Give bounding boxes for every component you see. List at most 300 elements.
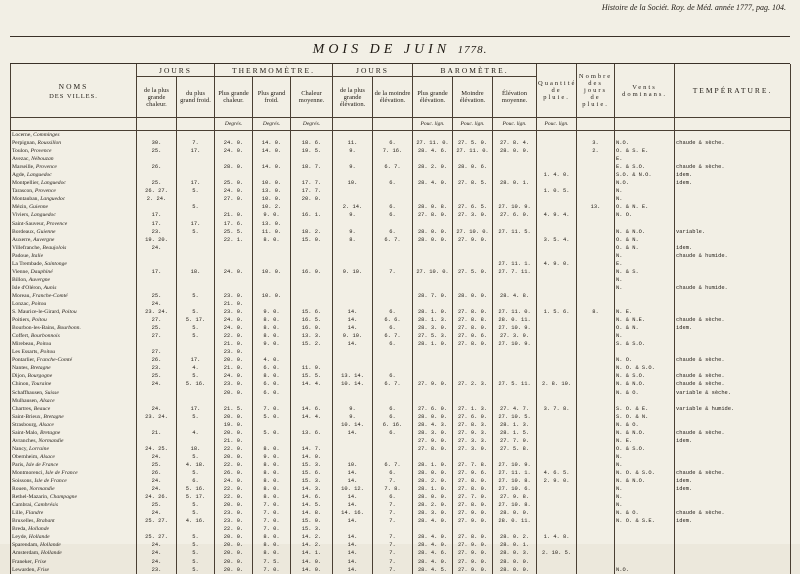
value-cell: 14.	[333, 517, 373, 525]
header-vents: Vents dominans.	[615, 64, 675, 118]
province-name: Franche-Comté	[32, 292, 68, 299]
province-name: Languedoc	[26, 172, 52, 179]
value-cell: 27. 10. 9.	[493, 324, 537, 332]
value-cell: 15. 3.	[291, 461, 333, 469]
value-cell: 23.	[137, 566, 177, 574]
city-cell: Moreau, Franche-Comté	[11, 292, 137, 300]
value-cell: 23. 24.	[137, 413, 177, 421]
value-cell: 14.	[333, 308, 373, 316]
value-cell: N. & O.	[615, 389, 675, 397]
value-cell: 14. 1.	[291, 549, 333, 557]
value-cell: 27. 8. 8.	[453, 316, 493, 324]
value-cell	[537, 131, 577, 140]
value-cell	[413, 453, 453, 461]
table-row	[11, 397, 791, 405]
province-name: Provence	[34, 188, 56, 195]
value-cell: 22. 0.	[215, 332, 253, 340]
value-cell	[577, 372, 615, 380]
table-row	[11, 485, 791, 493]
value-cell: 27. 10. 9.	[493, 461, 537, 469]
value-cell: 7.	[373, 477, 413, 485]
table-row	[11, 364, 791, 372]
value-cell: 22. 0.	[215, 461, 253, 469]
value-cell	[537, 501, 577, 509]
value-cell: 6. 7.	[373, 461, 413, 469]
table-row	[11, 356, 791, 364]
value-cell: 5.	[177, 533, 215, 541]
city-cell: La Trembade, Saintonge	[11, 260, 137, 268]
table-row	[11, 284, 791, 292]
value-cell: N. & N.O.	[615, 429, 675, 437]
city-name: Soissons	[12, 478, 32, 485]
value-cell: 14.	[333, 469, 373, 477]
value-cell: 19. 20.	[137, 236, 177, 244]
value-cell: 28. 7. 0.	[413, 292, 453, 300]
value-cell: 14. 0.	[291, 566, 333, 574]
value-cell: 8. 0.	[253, 549, 291, 557]
value-cell: idem.	[675, 485, 791, 493]
value-cell	[413, 397, 453, 405]
value-cell	[291, 203, 333, 211]
value-cell	[537, 332, 577, 340]
value-cell: 9.	[333, 211, 373, 219]
value-cell: 14. 16.	[333, 509, 373, 517]
value-cell: 13.	[577, 203, 615, 211]
city-cell: Mézin, Guienne	[11, 203, 137, 211]
value-cell: 24.	[137, 380, 177, 388]
city-name: Lille	[12, 510, 23, 517]
value-cell: 17.	[137, 268, 177, 276]
value-cell: 24. 0.	[215, 147, 253, 155]
value-cell	[493, 195, 537, 203]
value-cell	[413, 195, 453, 203]
city-name: Leyde	[12, 534, 26, 541]
value-cell	[537, 324, 577, 332]
value-cell	[215, 397, 253, 405]
value-cell: idem.	[675, 437, 791, 445]
value-cell	[537, 445, 577, 453]
value-cell: 20. 0.	[215, 557, 253, 565]
value-cell	[615, 525, 675, 533]
value-cell: 2. 9. 0.	[537, 477, 577, 485]
value-cell: 8. 0.	[253, 541, 291, 549]
value-cell: 27. 10. 6.	[493, 485, 537, 493]
value-cell	[577, 268, 615, 276]
value-cell	[253, 284, 291, 292]
city-name: Amsterdam	[12, 550, 39, 557]
value-cell	[577, 348, 615, 356]
value-cell: N. & N.E.	[615, 316, 675, 324]
value-cell	[577, 389, 615, 397]
value-cell	[537, 541, 577, 549]
value-cell: 17. 7.	[291, 179, 333, 187]
value-cell: 27. 5. 11.	[493, 380, 537, 388]
value-cell: 27. 9. 8.	[493, 493, 537, 501]
value-cell: 28. 1. 0.	[413, 485, 453, 493]
value-cell: 6.	[373, 405, 413, 413]
city-cell: Strasbourg, Alsace	[11, 421, 137, 429]
city-cell: Lille, Flandre	[11, 509, 137, 517]
value-cell	[577, 260, 615, 268]
value-cell: 6.	[373, 324, 413, 332]
value-cell: 5.	[177, 469, 215, 477]
province-name: Bourgogne	[27, 373, 53, 380]
province-name: Aunis	[43, 284, 57, 291]
table-row	[11, 292, 791, 300]
value-cell	[577, 131, 615, 140]
value-cell	[675, 276, 791, 284]
value-cell: N. & O.	[615, 421, 675, 429]
unit-cell: Pouc. lign.	[453, 118, 493, 131]
value-cell: 26.	[137, 163, 177, 171]
value-cell	[537, 372, 577, 380]
city-cell: Amsterdam, Hollande	[11, 549, 137, 557]
unit-cell	[373, 118, 413, 131]
value-cell	[333, 453, 373, 461]
value-cell	[615, 292, 675, 300]
value-cell: 3. 7. 8.	[537, 405, 577, 413]
province-name: Roussillon	[37, 140, 62, 147]
unit-cell	[11, 118, 137, 131]
province-name: Provence	[35, 164, 57, 171]
value-cell: 7.	[373, 509, 413, 517]
value-cell	[253, 131, 291, 140]
value-cell	[537, 421, 577, 429]
value-cell	[537, 220, 577, 228]
province-name: Guienne	[36, 228, 56, 235]
value-cell	[577, 364, 615, 372]
city-name: Toulon	[12, 148, 28, 155]
value-cell	[577, 461, 615, 469]
header-pluie: Quantité de pluie.	[537, 64, 577, 118]
value-cell	[493, 453, 537, 461]
value-cell: 28. 0. 3.	[493, 549, 537, 557]
value-cell: 27. 11. 0.	[493, 308, 537, 316]
value-cell	[453, 453, 493, 461]
table-row	[11, 517, 791, 525]
value-cell: 14.	[333, 429, 373, 437]
value-cell: 27. 7. 9.	[493, 437, 537, 445]
city-name: Saint-Sauveur	[12, 220, 44, 227]
value-cell: 5. 17.	[177, 316, 215, 324]
value-cell: 28. 0. 11.	[493, 316, 537, 324]
value-cell: 10. 0.	[253, 292, 291, 300]
value-cell: 14. 5.	[291, 501, 333, 509]
province-name: Provence	[30, 148, 52, 155]
value-cell: 28. 4. 0.	[413, 517, 453, 525]
table-row	[11, 525, 791, 533]
value-cell	[537, 356, 577, 364]
value-cell: chaude & sèche.	[675, 356, 791, 364]
value-cell: 6. 7.	[373, 380, 413, 388]
value-cell: 13. 0.	[253, 187, 291, 195]
table-row	[11, 163, 791, 171]
value-cell	[215, 171, 253, 179]
city-cell: Locerne, Comminges	[11, 131, 137, 140]
value-cell: 9. 0.	[253, 340, 291, 348]
value-cell	[413, 300, 453, 308]
value-cell: O. & N.	[615, 236, 675, 244]
value-cell: 9.	[333, 163, 373, 171]
value-cell: 4. 6. 5.	[537, 469, 577, 477]
value-cell: 23. 0.	[215, 509, 253, 517]
value-cell	[493, 397, 537, 405]
value-cell	[577, 413, 615, 421]
units-row	[11, 118, 791, 131]
value-cell: 16. 1.	[291, 211, 333, 219]
value-cell: N. E.	[615, 308, 675, 316]
value-cell	[373, 171, 413, 179]
city-cell: Saint-Sauveur, Provence	[11, 220, 137, 228]
city-name: Avranches	[12, 437, 36, 444]
value-cell: 22. 1.	[215, 236, 253, 244]
value-cell: 7.	[373, 517, 413, 525]
city-name: Rouen	[12, 486, 27, 493]
table-row	[11, 195, 791, 203]
value-cell: 27. 8. 0.	[453, 477, 493, 485]
value-cell	[291, 437, 333, 445]
value-cell: 5.	[177, 557, 215, 565]
value-cell: N.	[615, 187, 675, 195]
value-cell: N. O. & S.O.	[615, 364, 675, 372]
value-cell: 28. 4. 6.	[413, 549, 453, 557]
value-cell	[675, 533, 791, 541]
value-cell	[493, 284, 537, 292]
table-row	[11, 228, 791, 236]
value-cell	[537, 557, 577, 565]
value-cell: 28. 0. 9.	[493, 147, 537, 155]
value-cell	[493, 372, 537, 380]
value-cell	[291, 389, 333, 397]
value-cell	[215, 276, 253, 284]
province-name: Languedoc	[40, 180, 66, 187]
value-cell	[413, 372, 453, 380]
value-cell	[253, 276, 291, 284]
value-cell	[577, 421, 615, 429]
city-cell: Nancy, Lorraine	[11, 445, 137, 453]
city-cell: Auxerre, Auvergne	[11, 236, 137, 244]
value-cell: 28. 1. 3.	[493, 421, 537, 429]
value-cell: 14. 8.	[291, 509, 333, 517]
city-name: Mézin	[12, 204, 27, 211]
value-cell: 24.	[137, 405, 177, 413]
value-cell: 25. 27.	[137, 533, 177, 541]
value-cell	[675, 268, 791, 276]
value-cell	[675, 413, 791, 421]
value-cell	[493, 163, 537, 171]
value-cell: 28. 4. 0.	[413, 533, 453, 541]
value-cell	[291, 131, 333, 140]
value-cell: 27. 0.	[215, 195, 253, 203]
value-cell	[675, 308, 791, 316]
value-cell: 28. 0. 8.	[413, 203, 453, 211]
value-cell: 6.	[373, 413, 413, 421]
city-name: Lonzac	[12, 301, 29, 307]
table-row	[11, 549, 791, 557]
value-cell: 7.	[373, 501, 413, 509]
value-cell: 17.	[177, 220, 215, 228]
table-row	[11, 300, 791, 308]
value-cell	[291, 284, 333, 292]
header-noms: NOMS DES VILLES.	[11, 64, 137, 118]
value-cell: 11. 9.	[291, 364, 333, 372]
value-cell: 28. 1. 0.	[413, 308, 453, 316]
city-cell: Leyde, Hollande	[11, 533, 137, 541]
value-cell	[137, 203, 177, 211]
value-cell	[453, 397, 493, 405]
value-cell: 18. 7.	[291, 163, 333, 171]
value-cell: 28. 0. 0.	[413, 236, 453, 244]
value-cell: 20. 0.	[215, 549, 253, 557]
value-cell: 17. 6.	[215, 220, 253, 228]
value-cell	[453, 195, 493, 203]
value-cell	[333, 356, 373, 364]
value-cell	[537, 340, 577, 348]
province-name: Hollande	[39, 542, 61, 549]
table-row	[11, 276, 791, 284]
value-cell	[137, 155, 177, 163]
value-cell: N.	[615, 276, 675, 284]
value-cell: idem.	[675, 244, 791, 252]
value-cell: 22. 0.	[215, 445, 253, 453]
value-cell	[177, 252, 215, 260]
value-cell	[373, 276, 413, 284]
value-cell	[493, 300, 537, 308]
city-cell: Chartres, Beauce	[11, 405, 137, 413]
value-cell	[291, 397, 333, 405]
city-name: La Trembade	[12, 260, 42, 267]
value-cell	[675, 525, 791, 533]
city-cell: Saint-Malo, Bretagne	[11, 429, 137, 437]
value-cell	[253, 244, 291, 252]
table-row	[11, 453, 791, 461]
province-name: Brabant	[36, 518, 55, 525]
value-cell	[675, 187, 791, 195]
value-cell: N.	[615, 461, 675, 469]
province-name: Guienne	[29, 204, 49, 211]
value-cell: E. & S.O.	[615, 163, 675, 171]
value-cell: 27. 10. 9.	[493, 203, 537, 211]
value-cell	[675, 195, 791, 203]
province-name: Isle de France	[45, 469, 78, 476]
value-cell: 20. 0.	[215, 533, 253, 541]
value-cell	[577, 509, 615, 517]
value-cell	[577, 332, 615, 340]
value-cell: 8. 0.	[253, 316, 291, 324]
header-jours-2: JOURS	[333, 64, 413, 77]
value-cell: 6. 7.	[373, 332, 413, 340]
value-cell	[577, 300, 615, 308]
value-cell	[493, 187, 537, 195]
value-cell	[577, 469, 615, 477]
value-cell: 8. 0.	[253, 493, 291, 501]
city-cell: Paris, Isle de France	[11, 461, 137, 469]
value-cell	[577, 211, 615, 219]
value-cell: 27. 7. 8.	[453, 461, 493, 469]
value-cell	[615, 549, 675, 557]
value-cell: 27. 9. 0.	[453, 566, 493, 574]
value-cell	[577, 195, 615, 203]
value-cell	[577, 533, 615, 541]
value-cell	[333, 244, 373, 252]
value-cell: 27. 9. 0.	[453, 541, 493, 549]
city-cell: Coffert, Bourbonnois	[11, 332, 137, 340]
value-cell	[493, 364, 537, 372]
value-cell	[177, 348, 215, 356]
value-cell: 8. 0.	[253, 372, 291, 380]
value-cell	[373, 453, 413, 461]
value-cell	[675, 203, 791, 211]
value-cell: 28. 0. 0.	[413, 413, 453, 421]
province-name: Franche-Comté	[36, 357, 73, 364]
value-cell	[675, 549, 791, 557]
value-cell: 5.	[177, 308, 215, 316]
value-cell: 5.	[177, 549, 215, 557]
value-cell: 28. 0. 11.	[493, 517, 537, 525]
value-cell: 4. 9. 0.	[537, 260, 577, 268]
city-cell: Chinon, Touraine	[11, 380, 137, 388]
value-cell: 27. 3. 9.	[493, 332, 537, 340]
value-cell	[177, 260, 215, 268]
value-cell: variable & sèche.	[675, 389, 791, 397]
value-cell	[373, 445, 413, 453]
unit-cell	[675, 118, 791, 131]
value-cell: N.	[615, 332, 675, 340]
value-cell	[675, 461, 791, 469]
value-cell	[537, 453, 577, 461]
city-cell: Vienne, Dauphiné	[11, 268, 137, 276]
value-cell	[537, 147, 577, 155]
value-cell: 10. 2.	[253, 203, 291, 211]
province-name: Isle de France	[34, 478, 67, 485]
city-cell: Lewarden, Frise	[11, 566, 137, 574]
province-name: Beauce	[33, 405, 51, 412]
value-cell: 20. 0.	[215, 429, 253, 437]
province-name: Poitou	[31, 317, 47, 324]
value-cell: 14.	[333, 566, 373, 574]
city-cell: Padoue, Italie	[11, 252, 137, 260]
value-cell: 27.	[137, 348, 177, 356]
city-name: Montmorenci	[12, 469, 43, 476]
value-cell: N.	[615, 501, 675, 509]
header-jours: JOURS	[137, 64, 215, 77]
value-cell: 17.	[177, 356, 215, 364]
table-row	[11, 493, 791, 501]
value-cell: 21.	[137, 429, 177, 437]
value-cell	[373, 187, 413, 195]
value-cell: 8. 0.	[253, 332, 291, 340]
province-name: Bretagne	[39, 429, 61, 436]
value-cell: 14.	[333, 316, 373, 324]
value-cell: 24.	[137, 477, 177, 485]
value-cell: 20. 0.	[215, 356, 253, 364]
value-cell: 13. 14.	[333, 372, 373, 380]
value-cell: 28. 0. 0.	[453, 292, 493, 300]
value-cell	[333, 445, 373, 453]
value-cell: 5.	[177, 332, 215, 340]
value-cell	[413, 220, 453, 228]
value-cell: 28. 4. 5.	[413, 566, 453, 574]
value-cell	[253, 260, 291, 268]
value-cell: 22. 0.	[215, 493, 253, 501]
value-cell	[291, 348, 333, 356]
value-cell: 10. 0.	[253, 195, 291, 203]
value-cell: 27. 5. 0.	[453, 268, 493, 276]
value-cell	[333, 252, 373, 260]
value-cell: 2. 24.	[137, 195, 177, 203]
table-row	[11, 203, 791, 211]
value-cell	[675, 348, 791, 356]
